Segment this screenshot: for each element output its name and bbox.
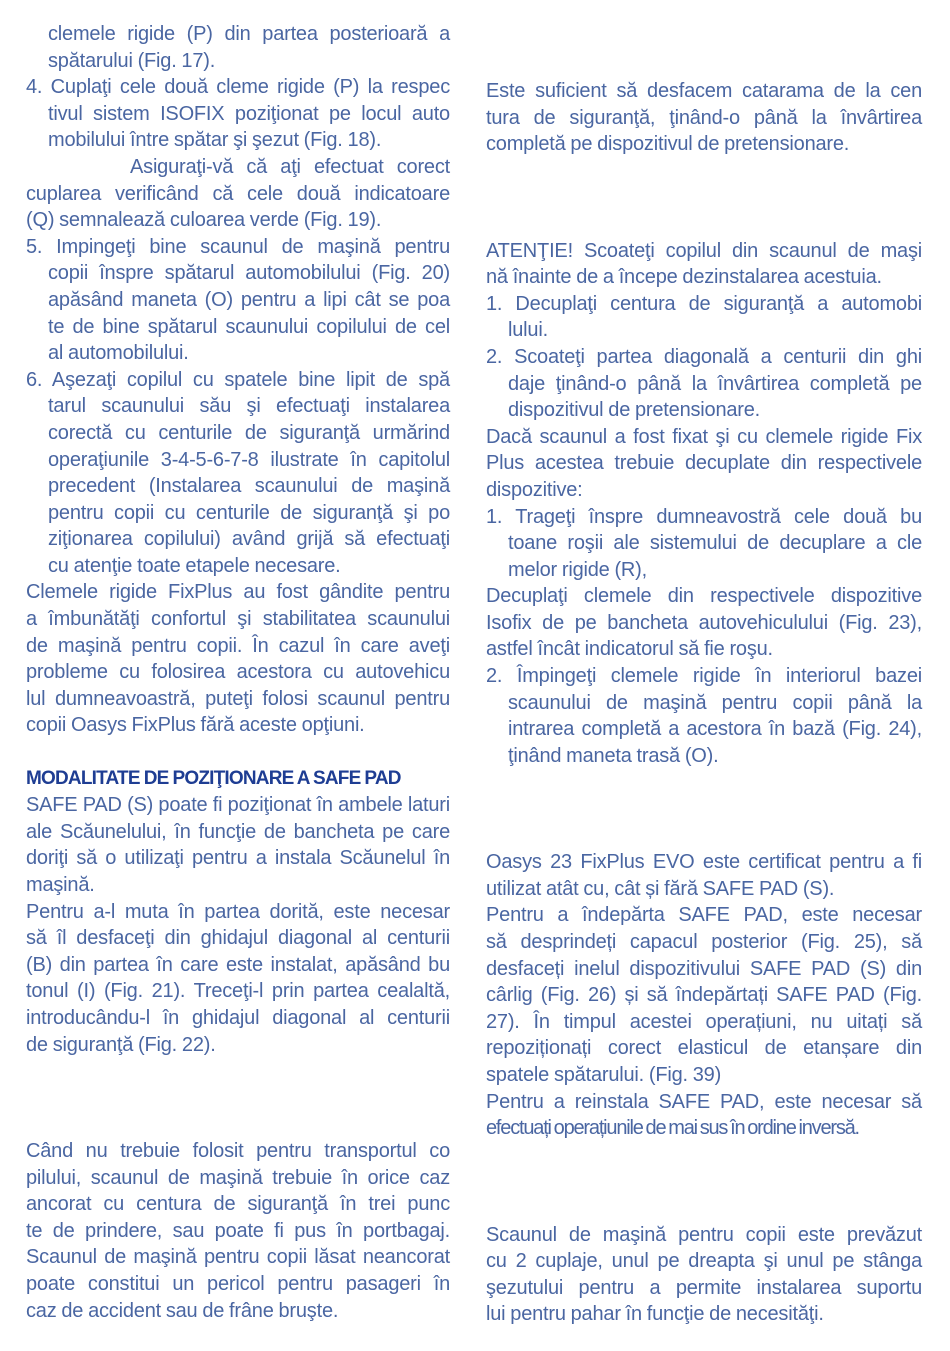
column-left (26, 0, 450, 1324)
paragraph-decuplati-clemele (486, 583, 922, 663)
list-item-6 (26, 367, 450, 580)
text-line: toane roşii ale sistemului de decuplare a cle (508, 532, 922, 555)
paragraph-indepartare-safepad (486, 902, 922, 1088)
text-line: al automobilului. (48, 342, 189, 365)
text-line: de siguranţă (Fig. 22). (26, 1033, 216, 1056)
text-line: Pentru a îndepărta SAFE PAD, este necesar (486, 904, 922, 927)
text-line: spătarului (Fig. 17). (48, 49, 216, 72)
text-line: 6. Aşezaţi copilul cu spatele bine lipit de spă (26, 368, 450, 391)
paragraph-reinstalare-safepad (486, 1089, 922, 1142)
text-line: Când nu trebuie folosit pentru transportul co (26, 1139, 450, 1162)
text-line: 1. Decuplaţi centura de siguranţă a automobi (486, 292, 922, 315)
paragraph-transport (26, 1138, 450, 1324)
text-line: utilizat atât cu, cât și fără SAFE PAD (S). (486, 877, 835, 900)
text-line: tonul (I) (Fig. 21). Treceţi-l prin partea cealaltă, (26, 980, 450, 1003)
text-line: Este suficient să desfacem catarama de la cen (486, 80, 922, 102)
text-line: Clemele rigide FixPlus au fost gândite pentru (26, 581, 450, 604)
column-right (486, 0, 922, 1328)
list-item-2-impingeti (486, 663, 922, 769)
list-item-4 (26, 74, 450, 154)
vertical-gap (26, 739, 450, 766)
paragraph-asigurati (26, 154, 450, 234)
text-line: tura de siguranţă, ţinând-o până la învârtirea (486, 106, 922, 129)
vertical-gap (486, 1142, 922, 1222)
text-line: melor rigide (R), (508, 558, 647, 581)
text-line: cârlig (Fig. 26) și să îndepărtați SAFE PAD (Fig. (486, 984, 922, 1007)
text-line: ziţionarea copilului) având grijă să efectuaţi (48, 528, 450, 551)
paragraph-daca-scaunul (486, 424, 922, 504)
paragraph-oasys-certificat (486, 849, 922, 902)
text-line: Oasys 23 FixPlus EVO este certificat pentru a fi (486, 851, 922, 874)
text-line: lului. (508, 319, 548, 342)
text-line: repoziționați corect elasticul de etanșare din (486, 1037, 922, 1060)
text-line: (B) din partea în care este instalat, apăsând bu (26, 953, 450, 976)
text-line: Plus acestea trebuie decuplate din respectivele (486, 452, 922, 475)
text-line: Dacă scaunul a fost fixat şi cu clemele rigide Fix (486, 425, 922, 448)
text-line: probleme cu folosirea acestora cu autovehicu (26, 661, 450, 684)
paragraph-safepad-mutare (26, 899, 450, 1059)
text-line: efectuați operațiunile de mai sus în ordine inversă. (486, 1117, 859, 1140)
text-line: daje ţinând-o până la învârtirea completă pe (508, 372, 922, 395)
text-line: SAFE PAD (S) poate fi poziţionat în ambele laturi (26, 794, 450, 817)
text-line: 2. Împingeţi clemele rigide în interiorul bazei (486, 665, 922, 688)
text-line: dispozitivul de pretensionare. (508, 399, 761, 422)
text-line: mobilului între spătar şi şezut (Fig. 18). (48, 129, 382, 152)
vertical-gap (26, 1058, 450, 1138)
text-line: de maşină pentru copii. În cazul în care aveţi (26, 634, 450, 657)
text-line: astfel încât indicatorul să fie roşu. (486, 638, 773, 661)
text-line: te de bine spătarul scaunului copilului de cel (48, 315, 450, 338)
text-line: te de prindere, sau poate fi pus în portbagaj. (26, 1219, 450, 1242)
text-line: copii înspre spătarul automobilului (Fig. 20) (48, 262, 450, 285)
text-line: Scaunul de maşină pentru copii lăsat neancorat (26, 1246, 450, 1269)
text-line: maşină. (26, 874, 95, 896)
text-line: introducându-l în ghidajul diagonal al centurii (26, 1006, 450, 1029)
text-line: 4. Cuplaţi cele două cleme rigide (P) la respec (26, 76, 450, 99)
text-line: ancorat cu centura de siguranţă în trei punc (26, 1193, 450, 1216)
list-item-1-decuplati (486, 291, 922, 344)
text-line: tivul sistem ISOFIX poziţionat pe locul auto (48, 102, 450, 125)
text-line: să îl desfaceţi din ghidajul diagonal al centurii (26, 927, 450, 950)
section-heading: MODALITATE DE POZIŢIONARE A SAFE PAD (26, 767, 401, 789)
paragraph-clemele-fixplus (26, 579, 450, 739)
text-line: cu atenţie toate etapele necesare. (48, 554, 341, 577)
text-line: corectă cu centurile de siguranţă urmărind (48, 421, 450, 444)
vertical-gap (486, 769, 922, 849)
text-line: cuplarea verificând că cele două indicatoare (26, 182, 450, 205)
list-item-3-continuation (26, 21, 450, 74)
text-line: Scaunul de maşină pentru copii este prevăzut (486, 1223, 922, 1246)
paragraph-safepad-pozitionare (26, 792, 450, 898)
text-line: ATENŢIE! Scoateţi copilul din scaunul de maşi (486, 239, 922, 262)
text-line: pilului, scaunul de maşină trebuie în orice caz (26, 1166, 450, 1189)
text-line: desfaceți inelul dispozitivului SAFE PAD (S) din (486, 957, 922, 980)
text-line: spatele spătarului. (Fig. 39) (486, 1064, 722, 1086)
text-line: 1. Trageţi înspre dumneavostră cele două bu (486, 505, 922, 528)
vertical-gap (486, 158, 922, 238)
text-line: ale Scăunelului, în funcţie de bancheta pe care (26, 820, 450, 843)
text-line: Pentru a-l muta în partea dorită, este necesar (26, 900, 450, 923)
text-line: nă înainte de a începe dezinstalarea acestuia. (486, 266, 882, 289)
text-line: şezutului pentru a permite instalarea suportu (486, 1276, 922, 1299)
text-line: Asiguraţi-vă că aţi efectuat corect (130, 155, 450, 178)
text-line: copii Oasys FixPlus fără aceste opţiuni. (26, 714, 365, 737)
text-line: lul dumneavoastră, puteţi folosi scaunul pentru (26, 687, 450, 710)
text-line: 5. Impingeţi bine scaunul de maşină pentru (26, 235, 450, 258)
text-line: dispozitive: (486, 478, 583, 501)
text-line: operaţiunile 3-4-5-6-7-8 ilustrate în capitolul (48, 448, 450, 471)
text-line: scaunului de maşină pentru copii până la (508, 691, 922, 714)
paragraph-atentie (486, 238, 922, 291)
text-line: clemele rigide (P) din partea posterioară a (48, 23, 450, 45)
text-line: doriţi să o utilizaţi pentru a instala Scăunelul în (26, 847, 450, 870)
text-line: pentru copii cu centurile de siguranţă şi po (48, 501, 450, 524)
text-line: completă pe dispozitivul de pretensionare. (486, 133, 850, 156)
text-line: Pentru a reinstala SAFE PAD, este necesar să (486, 1090, 922, 1113)
paragraph-cuplaje-pahar (486, 1222, 922, 1328)
text-line: intrarea completă a acestora în bază (Fig. 24), (508, 718, 922, 741)
text-line: cu 2 cuplaje, unul pe dreapta şi unul pe stânga (486, 1250, 922, 1273)
text-line: lui pentru pahar în funcţie de necesităţi. (486, 1303, 824, 1326)
text-line: poate constitui un pericol pentru pasageri în (26, 1272, 450, 1295)
list-item-2-scoateti (486, 344, 922, 424)
text-line: (Q) semnalează culoarea verde (Fig. 19). (26, 209, 382, 232)
text-line: a îmbunătăţi confortul şi stabilitatea scaunului (26, 608, 450, 631)
text-line: 27). În timpul acestei operațiuni, nu uitați să (486, 1010, 922, 1033)
text-line: precedent (Instalarea scaunului de maşină (48, 475, 450, 498)
text-line: să desprindeți capacul posterior (Fig. 25), să (486, 931, 922, 954)
text-line: ţinând maneta trasă (O). (508, 744, 719, 767)
text-line: tarul scaunului său şi efectuaţi instalarea (48, 395, 450, 418)
text-line: apăsând maneta (O) pentru a lipi cât se poa (48, 288, 450, 311)
list-item-5 (26, 234, 450, 367)
text-line: Decuplaţi clemele din respectivele dispozitive (486, 585, 922, 608)
text-line: 2. Scoateţi partea diagonală a centurii din ghi (486, 345, 922, 368)
text-line: caz de accident sau de frâne bruşte. (26, 1299, 339, 1322)
paragraph-catarama (486, 78, 922, 158)
list-item-1-trageti (486, 504, 922, 584)
text-line: Isofix de pe bancheta autovehiculului (Fig. 23), (486, 611, 922, 634)
